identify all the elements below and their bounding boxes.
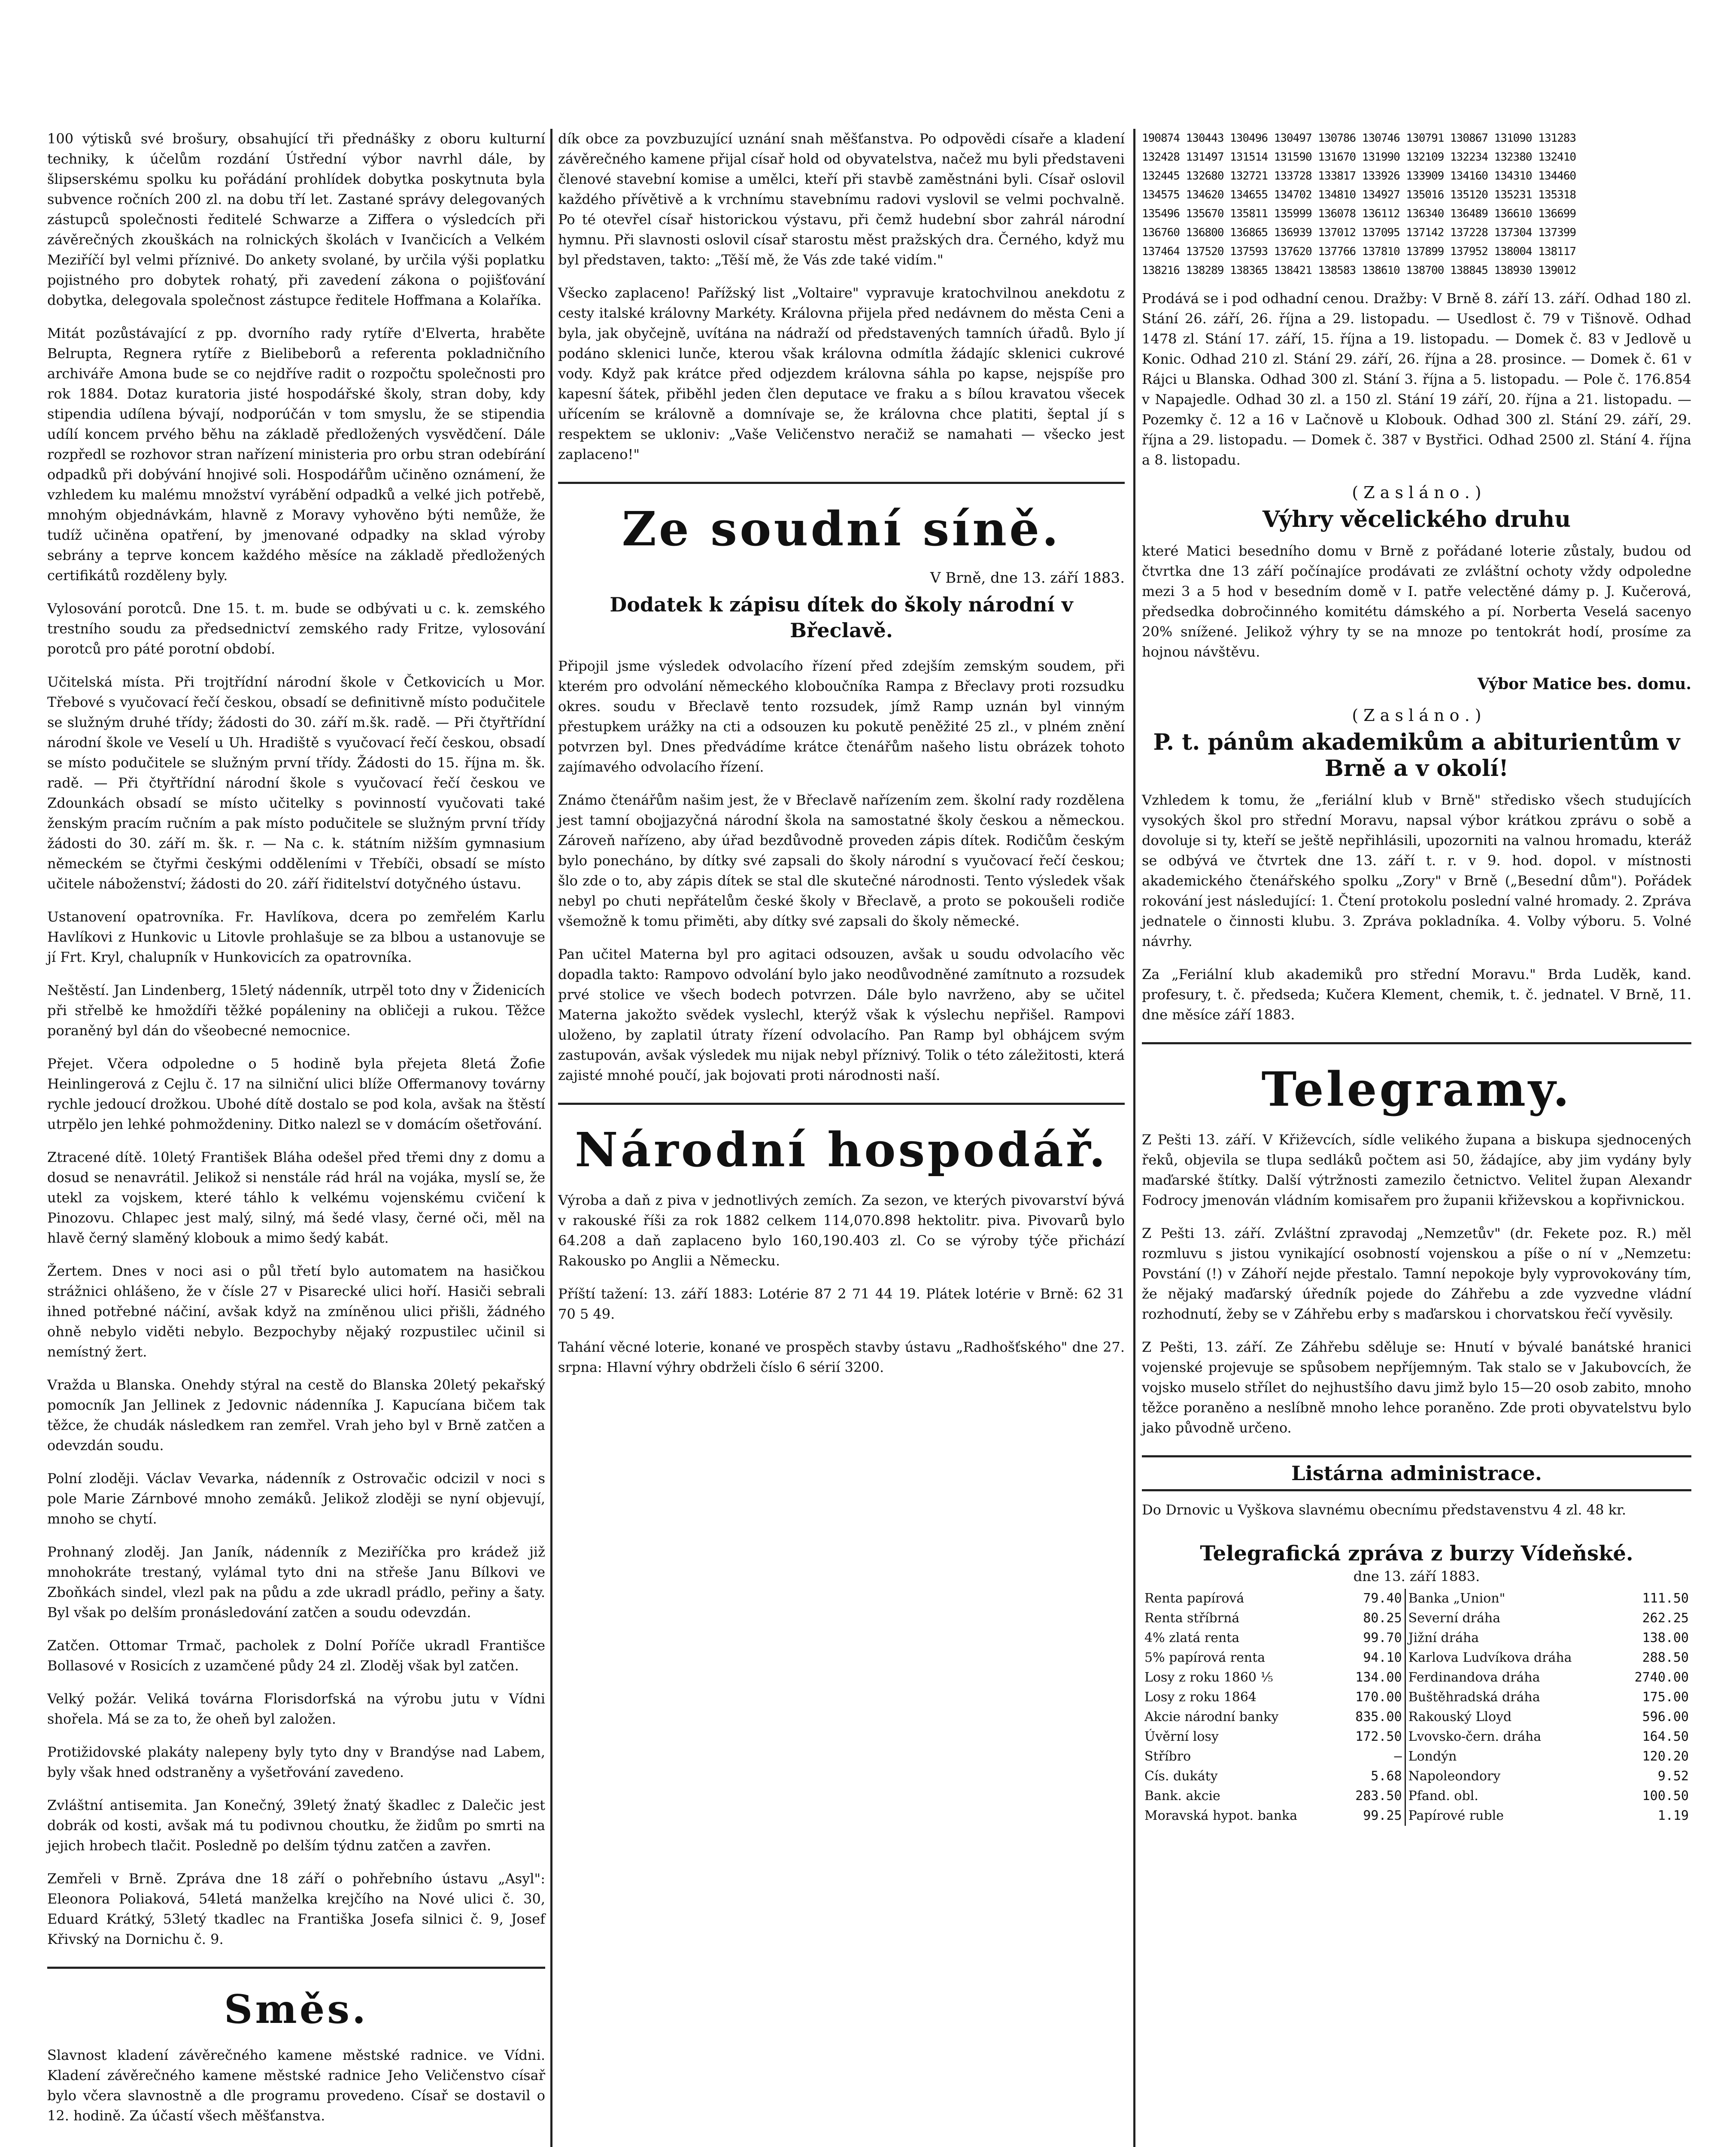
exchange-label: Karlova Ludvíkova dráha: [1405, 1648, 1617, 1668]
column-left: [47, 129, 545, 2139]
exchange-value: 99.70: [1363, 1630, 1402, 1645]
exchange-value: 164.50: [1642, 1729, 1689, 1744]
exchange-value: 2740.00: [1634, 1670, 1689, 1685]
section-divider: [558, 1103, 1125, 1105]
exchange-value: 111.50: [1642, 1591, 1689, 1606]
exchange-date: dne 13. září 1883.: [1353, 1568, 1480, 1584]
exchange-label: Bank. akcie: [1144, 1788, 1220, 1803]
exchange-row: [1142, 1806, 1691, 1826]
exchange-value: 79.40: [1363, 1591, 1402, 1606]
article-paragraph: Vylosování porotců. Dne 15. t. m. bude se odbývati u c. k. zemského trestního soudu za předsednictví zemského rady Fritze, vylosování porotců pro páté porotní období.: [47, 600, 545, 657]
exchange-value: 94.10: [1363, 1650, 1402, 1665]
notice-footer: Za „Feriální klub akademiků pro střední Moravu." Brda Luděk, kand. profesury, t. č. předseda; Kučera Klement, chemik, t. č. jednatel. V Brně, 11. dne měsíce září 1883.: [1142, 966, 1691, 1023]
article-paragraph: Slavnost kladení závěrečného kamene městské radnice. ve Vídni. Kladení závěrečného kamene městské radnice Jeho Veličenstvo císař bylo včera slavnostně a dle programu provedeno. Císař se dostavil o 12. hodině. Za účastí všech měšťanstva.: [47, 2047, 545, 2124]
article-paragraph: Pan učitel Materna byl pro agitaci odsouzen, avšak u soudu odvolacího věc dopadla takto: Rampovo odvolání bylo jako neodůvodněné zamítnuto a rozsudek prvé stolice ve všech bodech potvrzen. Dále bylo navrženo, aby se učitel Materna jakožto svědek vyslechl, kterýž však k výslechu nepřišel. Rampovi uloženo, by zaplatil útraty řízení odvolacího. Pan Ramp byl obhájcem svým zastupován, avšak výsledek mu nijak nebyl příznivý. Tolik o této záležitosti, která zajisté mnohé poučí, jak bojovati proti národnosti naší.: [558, 946, 1125, 1083]
lottery-numbers: 190874 130443 130496 130497 130786 130746 130791 130867 131090 131283 132428 131497 131514 131590 131670 131990 132109 132234 132380 132410 132445 132680 132721 133728 133817 133926 133909 134160 134310 134460 134575 134620 134655 134702 134810 134927 135016 135120 135231 135318 135496 135670 135811 135999 136078 136112 136340 136489 136610 136699 136760 136800 136865 136939 137012 137095 137142 137228 137304 137399 137464 137520 137593 137620 137766 137810 137899 137952 138004 138117 138216 138289 138365 138421 138583 138610 138700 138845 138930 139012: [1142, 132, 1576, 277]
article-paragraph: Zatčen. Ottomar Trmač, pacholek z Dolní Poříče ukradl Františce Bollasové v Rosicích z uzamčené půdy 24 zl. Zloděj však byl zatčen.: [47, 1637, 545, 1674]
section-divider: [558, 482, 1125, 484]
exchange-label: Severní dráha: [1405, 1609, 1617, 1628]
listarna-text: Do Drnovic u Vyškova slavnému obecnímu představenstvu 4 zl. 48 kr.: [1142, 1502, 1626, 1518]
exchange-value: 99.25: [1363, 1808, 1402, 1823]
exchange-label: Stříbro: [1144, 1749, 1191, 1764]
article-paragraph: Ztracené dítě. 10letý František Bláha odešel před třemi dny z domu a dosud se nenavrátil. Jelikož si nenstále rád hrál na vojáka, myslí se, že utekl za vojskem, které táhlo k velkému vojenskému cvičení k Pinozovu. Chlapec jest malý, silný, má šedé vlasy, černé oči, měl na hlavě černý slaměný klobouk a mimo šedý kabát.: [47, 1149, 545, 1246]
exchange-label: Renta papírová: [1144, 1591, 1244, 1606]
exchange-value: 80.25: [1363, 1611, 1402, 1626]
dateline: V Brně, dne 13. září 1883.: [930, 569, 1125, 587]
article-paragraph: Velký požár. Veliká továrna Florisdorfská na výrobu jutu v Vídni shořela. Má se za to, že oheň byl založen.: [47, 1691, 545, 1727]
exchange-label: Lvovsko-čern. dráha: [1405, 1727, 1617, 1747]
exchange-label: Jižní dráha: [1405, 1628, 1617, 1648]
exchange-row: [1142, 1786, 1691, 1806]
article-paragraph: Všecko zaplaceno! Pařížský list „Voltaire" vypravuje kratochvilnou anekdotu z cesty italské královny Markéty. Královna přijela před nedávnem do města Ceni a byla, jak obyčejně, uvítána na nádraží od představených tamních úřadů. Bylo jí podáno sklenici lunče, kterou však královna odmítla žádajíc sklenici cukrové vody. Když pak krátce před odjezdem královna sáhla po kapse, nejspíše pro kapesní šátek, přiběhl jeden člen deputace ve fraku a s bílou kravatou všecek uřícením se královně a domnívaje se, že královna chce platiti, šeptal jí s respektem se ukloniv: „Vaše Veličenstvo neračiž se namahati — všecko jest zaplaceno!": [558, 285, 1125, 462]
exchange-row: [1142, 1589, 1691, 1609]
exchange-label: 5% papírová renta: [1144, 1650, 1266, 1665]
exchange-title: Telegrafická zpráva z burzy Vídeňské.: [1200, 1542, 1633, 1566]
section-divider: [47, 1967, 545, 1969]
exchange-label: Rakouský Lloyd: [1405, 1707, 1617, 1727]
exchange-value: 175.00: [1642, 1690, 1689, 1705]
article-paragraph: Přejet. Včera odpoledne o 5 hodině byla přejeta 8letá Žofie Heinlingerová z Cejlu č. 17 na silniční ulici blíže Offermanovy továrny rychle jedoucí drožkou. Ubohé dítě dostalo se pod kola, avšak na štěstí utrpělo jen lehké pohmoždeniny. Ditko nalezl se v domácím ošetřování.: [47, 1055, 545, 1132]
notice-signature: Výbor Matice bes. domu.: [1477, 675, 1691, 693]
exchange-row: [1142, 1609, 1691, 1628]
exchange-label: Moravská hypot. banka: [1144, 1808, 1298, 1823]
exchange-row: [1142, 1747, 1691, 1767]
exchange-row: [1142, 1707, 1691, 1727]
exchange-row: [1142, 1688, 1691, 1707]
notice-text: které Matici besedního domu v Brně z pořádané loterie zůstaly, budou od čtvrtka dne 13 září počínajíce prodávati ze zvláštní ochoty vždy odpoledne mezi 3 a 5 hod v besedním domě v I. patře velectěné dámy p. J. Kučerová, předsedka dobročinného komitétu dámského a pí. Norberta Veselá sacenyo 20% snížené. Jelikož výhry ty se na mnoze po tentokrát hodí, prosíme za hojnou návštěvu.: [1142, 543, 1691, 660]
exchange-label: Cís. dukáty: [1144, 1769, 1218, 1784]
section-heading-hospodar: Národní hospodář.: [574, 1122, 1108, 1177]
section-heading-soud: Ze soudní síně.: [622, 501, 1061, 557]
article-paragraph: Protižidovské plakáty nalepeny byly tyto dny v Brandýse nad Labem, byly však hned odstraněny a vyšetřování zavedeno.: [47, 1744, 545, 1780]
section-divider: [1142, 1042, 1691, 1044]
exchange-label: Losy z roku 1864: [1144, 1690, 1256, 1705]
article-paragraph: Připojil jsme výsledek odvolacího řízení před zdejším zemským soudem, při kterém pro odvolání německého kloboučníka Rampa z Břeclavy proti rozsudku okres. soudu v Břeclavě tento rozsudek, jímž Ramp uznán byl vinným přestupkem urážky na cti a odsouzen ku pokutě peněžité 25 zl., v plném znění potvrzen byl. Dnes předvádíme krátce čtenářům našeho listu obrázek tohoto zajímavého odvolacího řízení.: [558, 658, 1125, 775]
article-paragraph: Vražda u Blanska. Onehdy stýral na cestě do Blanska 20letý pekařský pomocník Jan Jellinek z Jedovnic nádenníka J. Kapucíana bičem tak těžce, že chudák následkem ran zemřel. Vrah jeho byl v Brně zatčen a odevzdán soudu.: [47, 1377, 545, 1454]
article-paragraph: Neštěstí. Jan Lindenberg, 15letý nádenník, utrpěl toto dny v Židenicích při střelbě ke hmoždíři těžké popáleniny na obličeji a rukou. Těžce poraněný byl dán do všeobecné nemocnice.: [47, 982, 545, 1039]
exchange-value: 138.00: [1642, 1630, 1689, 1645]
exchange-value: 288.50: [1642, 1650, 1689, 1665]
exchange-label: Papírové ruble: [1405, 1806, 1617, 1826]
exchange-label: 4% zlatá renta: [1144, 1630, 1240, 1645]
column-rule: [1133, 129, 1135, 2147]
article-paragraph: Známo čtenářům našim jest, že v Břeclavě nařízením zem. školní rady rozdělena jest tamní obojjazyčná národní škola na samostatné školy českou a německou. Zároveň nařízeno, aby úřad bezdůvodně proveden zápis dítek. Rodičům českým bylo ponecháno, by dítky své zapsali do školy národní s vyučovací řečí českou; šlo zde o to, aby zápis dítek se stal dle skutečné národnosti. Tento výsledek však nebyl po chuti nepřátelům české školy v Břeclavě, a proto se pokoušeli rodiče všemožně k tomu přiměti, aby dítky své zapsali do školy německé.: [558, 792, 1125, 929]
article-paragraph: Polní zloději. Václav Vevarka, nádenník z Ostrovačic odcizil v noci s pole Marie Zárnbové mnoho zemáků. Jelikož zloději se nyní objevují, mnoho se chytí.: [47, 1470, 545, 1527]
exchange-value: 9.52: [1657, 1769, 1689, 1784]
exchange-value: 1.19: [1657, 1808, 1689, 1823]
section-heading-telegramy: Telegramy.: [1261, 1061, 1572, 1117]
exchange-label: Renta stříbrná: [1144, 1611, 1240, 1626]
exchange-row: [1142, 1727, 1691, 1747]
notice-text: Vzhledem k tomu, že „feriální klub v Brně" středisko všech studujících vysokých škol pro střední Moravu, napsal výbor krátkou zprávu o sobě a dovoluje si ty, kteří se ještě nepřihlásili, upozorniti na valnou hromadu, kteráž se odbývá ve čtvrtek dne 13. září t. r. v 9. hod. dopol. v místnosti akademického čtenářského spolku „Zory" v Brně („Besední dům"). Pořádek rokování jest následující: 1. Čtení protokolu poslední valné hromady. 2. Zpráva jednatele o činnosti klubu. 3. Zpráva pokladníka. 4. Volby výboru. 5. Volné návrhy.: [1142, 792, 1691, 949]
zaslano-label: ( Z a s l á n o . ): [1352, 483, 1481, 502]
telegram-paragraph: Z Pešti, 13. září. Ze Záhřebu sděluje se: Hnutí v bývalé banátské hranici vojenské projevuje se spůsobem nepříjemným. Tak stalo se v Jakubovcích, že vojsko muselo střílet do nejhustšího davu jimž bylo 15—20 osob zabito, mnoho těžce poraněno a neslíbně mnoho lehce poraněno. Zde proti obyvatelstvu bylo jako původně určeno.: [1142, 1339, 1691, 1436]
exchange-value: 835.00: [1355, 1709, 1402, 1724]
article-subtitle: Dodatek k zápisu dítek do školy národní v Břeclavě.: [610, 593, 1073, 642]
exchange-label: Napoleondory: [1405, 1767, 1617, 1786]
exchange-label: Banka „Union": [1405, 1589, 1617, 1609]
telegram-paragraph: Z Pešti 13. září. V Křiževcích, sídle velikého župana a biskupa sjednocených řeků, objevila se tlupa sedláků počtem asi 50, žádajíce, aby jim vydány byly maďarské štítky. Další výtržnosti zamezilo četnictvo. Velitel župan Alexandr Fodrocy jmenován vládním komisařem pro županii křiževskou a kopřivnickou.: [1142, 1131, 1691, 1208]
article-paragraph: Výroba a daň z piva v jednotlivých zemích. Za sezon, ve kterých pivovarství bývá v rakouské říši za rok 1882 celkem 114,070.898 hektolitr. piva. Pivovarů bylo 64.208 a daň zaplaceno bylo 160,190.403 zl. Co se výroby týče přichází Rakousko po Anglii a Německu.: [558, 1192, 1125, 1269]
exchange-value: 120.20: [1642, 1749, 1689, 1764]
exchange-value: 5.68: [1371, 1769, 1402, 1784]
article-paragraph: Zemřeli v Brně. Zpráva dne 18 září o pohřebního ústavu „Asyl": Eleonora Poliaková, 54letá manželka krejčího na Nové ulici č. 30, Eduard Krátký, 53letý tkadlec na Františka Josefa silnici č. 9, Josef Křivský na Dornichu č. 9.: [47, 1870, 545, 1947]
exchange-label: Losy z roku 1860 ⅕: [1144, 1670, 1273, 1685]
exchange-label: Akcie národní banky: [1144, 1709, 1279, 1724]
article-paragraph: Ustanovení opatrovníka. Fr. Havlíkova, dcera po zemřelém Karlu Havlíkovi z Hunkovic u Litovle prohlašuje se za blbou a ustanovuje se jí Frt. Kryl, chalupník v Hunkovicích za opatrovníka.: [47, 909, 545, 965]
article-paragraph: Učitelská místa. Při trojtřídní národní škole v Četkovicích u Mor. Třebové s vyučovací řečí českou, obsadí se definitivně místo podučitele se služným druhé třídy; žádosti do 30. září m.šk. radě. — Při čtyřtřídní národní škole ve Veselí u Uh. Hradiště s vyučovací řečí českou, obsadí se místo podučitele se služným první třídy. Žádosti do 15. října m. šk. radě. — Při čtyřtřídní národní škole s vyučovací řečí českou ve Zdounkách obsadí se místo učitelky s povinností vyučovati také ženským pracím ručním a pak místo podučitele se služným první třídy žádosti do 30. září m. šk. r. — Na c. k. státním nižším gymnasium německém se čtyřmi českými odděleními v Třebíči, obsadí se místo učitele náboženství; žádosti do 20. září řiditelství dotyčného ústavu.: [47, 674, 545, 892]
exchange-value: —: [1394, 1749, 1402, 1764]
exchange-label: Buštěhradská dráha: [1405, 1688, 1617, 1707]
exchange-label: Ferdinandova dráha: [1405, 1668, 1617, 1688]
exchange-row: [1142, 1668, 1691, 1688]
exchange-value: 283.50: [1355, 1788, 1402, 1803]
telegram-paragraph: Z Pešti 13. září. Zvláštní zpravodaj „Nemzetův" (dr. Fekete poz. R.) měl rozmluvu s jistou vynikající osobností vojenskou a píše o ní v „Nemzetu: Povstání (!) v Záhoří nejde přestalo. Tamní nepokoje byly vyprovokovány tím, že nějaký maďarský úředník pojede do Záhřebu a zde vyzvedne vládní rozhodnutí, žeby se v Záhřebu erby s maďarskou i chorvatskou řečí vyvěsily.: [1142, 1225, 1691, 1322]
notice-title: P. t. pánům akademikům a abiturientům v Brně a v okolí!: [1153, 729, 1680, 782]
notice-title: Výhry věcelického druhu: [1262, 506, 1571, 532]
listarna-title: Listárna administrace.: [1142, 1455, 1691, 1491]
article-paragraph: Mitát pozůstávající z pp. dvorního rady rytíře d'Elverta, hraběte Belrupta, Regnera rytíře z Bielibeborů a referenta pokladničního archiváře Amona bude se co nejdříve radit o rozpočtu společnosti pro rok 1884. Dotaz kuratoria jisté hospodářské školy, stran doby, kdy stipendia udílena bývají, nodporúčán v tom smyslu, že se stipendia udílí koncem prvého běhu na základě předložených vysvědčení. Dále rozpředl se rozhovor stran nařízení ministeria pro orbu stran odebírání odpadků při dobývání hnojivé soli. Hospodářům učiněno oznámení, že vzhledem ku malému množství vyrábění odpadků a velké jich potřebě, mnohým objednávkám, hlavně z Moravy vyhověno býti nemůže, že tudíž učiněna opatření, by jmenované odpadky na sklad výroby sebrány a teprve koncem každého měsíce na základě předložených certifikátů rozděleny byly.: [47, 325, 545, 584]
article-paragraph: dík obce za povzbuzující uznání snah měšťanstva. Po odpovědi císaře a kladení závěrečného kamene přijal císař hold od obyvatelstva, načež mu byli představeni členové stavební komise a umělci, kteří při stavbě zaměstnáni byli. Císař oslovil každého přívětivě a k vrchnímu stavebnímu radovi vyslovil se velmi pochvalně. Po té otevřel císař historickou výstavu, při čemž hudební sbor zahrál národní hymnu. Při slavnosti oslovil císař starostu měst pražských dra. Černého, když mu byl představen, takto: „Těší mě, že Vás zde také vidím.": [558, 131, 1125, 268]
article-paragraph: 100 výtisků své brošury, obsahující tři přednášky z oboru kulturní techniky, k účelům rozdání Ústřední výbor navrhl dále, by šlipserskému spolku ku pořádání prohlídek dobytka poskytnuta byla subvence ročních 200 zl. na dobu tří let. Zastané správy delegovaných zástupců společnosti ředitelé Schwarze a Ziffera o výsledcích při závěrečných zkouškách na rolnických školách v Ivančicích a Velkém Meziříčí byl velmi příznivé. Do ankety svolané, by určila výši poplatku pojistného pro dobytek rohatý, při zavedení zákona o pojišťování dobytka, delegovala společnost zástupce ředitele Hoffmana a Kolaříka.: [47, 131, 545, 308]
exchange-value: 170.00: [1355, 1690, 1402, 1705]
exchange-row: [1142, 1648, 1691, 1668]
column-rule: [550, 129, 552, 2147]
exchange-label: Londýn: [1405, 1747, 1617, 1767]
exchange-table: [1142, 1589, 1691, 1826]
article-paragraph: Zvláštní antisemita. Jan Konečný, 39letý žnatý škadlec z Dalečic jest dobrák od kosti, avšak má tu podivnou choutku, že židům po smrti na jejich hrobech tlačit. Posledně po delším týdnu zatčen a zavřen.: [47, 1797, 545, 1854]
exchange-row: [1142, 1767, 1691, 1786]
column-middle: [558, 129, 1125, 1390]
exchange-value: 100.50: [1642, 1788, 1689, 1803]
article-paragraph: Žertem. Dnes v noci asi o půl třetí bylo automatem na hasičkou strážnici ohlášeno, že v čísle 27 v Pisarecké ulici hoří. Hasiči sebrali ihned potřebné náčiní, avšak když na zmíněnou ulici přišli, žádného ohně nebylo viděti nebylo. Bezpochyby nějaký rozpustilec učinil si nemístný žert.: [47, 1263, 545, 1360]
exchange-value: 262.25: [1642, 1611, 1689, 1626]
exchange-value: 172.50: [1355, 1729, 1402, 1744]
exchange-row: [1142, 1628, 1691, 1648]
exchange-value: 134.00: [1355, 1670, 1402, 1685]
exchange-label: Pfand. obl.: [1405, 1786, 1617, 1806]
exchange-value: 596.00: [1642, 1709, 1689, 1724]
article-paragraph: Prohnaný zloděj. Jan Janík, nádenník z Meziříčka pro krádež již mnohokráte trestaný, vylámal tyto dni na střeše Janu Bílkovi ve Zboňkách sindel, vlezl pak na půdu a zde ukradl prádlo, peřiny a šaty. Byl však po delším pronásledování zatčen a soudu odevzdán.: [47, 1544, 545, 1621]
zaslano-label: ( Z a s l á n o . ): [1352, 706, 1481, 725]
column-right: [1142, 129, 1691, 1826]
article-paragraph: Tahání věcné loterie, konané ve prospěch stavby ústavu „Radhošťského" dne 27. srpna: Hlavní výhry obdrželi číslo 6 sérií 3200.: [558, 1339, 1125, 1375]
exchange-label: Úvěrní losy: [1144, 1729, 1219, 1744]
article-paragraph: Příští tažení: 13. září 1883: Lotérie 87 2 71 44 19. Plátek lotérie v Brně: 62 31 70 5 49.: [558, 1286, 1125, 1322]
auction-notice: Prodává se i pod odhadní cenou. Dražby: V Brně 8. září 13. září. Odhad 180 zl. Stání 26. září, 26. října a 29. listopadu. — Usedlost č. 79 v Tišnově. Odhad 1478 zl. Stání 17. září, 15. října a 19. listopadu. — Domek č. 83 v Jedlově u Konic. Odhad 210 zl. Stání 29. září, 26. října a 28. prosince. — Domek č. 61 v Rájci u Blanska. Odhad 300 zl. Stání 3. října a 5. listopadu. — Pole č. 176.854 v Napajedle. Odhad 30 zl. a 150 zl. Stání 19 září, 20. října a 21. listopadu. — Pozemky č. 12 a 16 v Lačnově u Klobouk. Odhad 300 zl. Stání 29. září, 29. října a 29. listopadu. — Domek č. 387 v Bystřici. Odhad 2500 zl. Stání 4. října a 8. listopadu.: [1142, 290, 1691, 468]
section-heading-smes: Směs.: [224, 1986, 369, 2032]
